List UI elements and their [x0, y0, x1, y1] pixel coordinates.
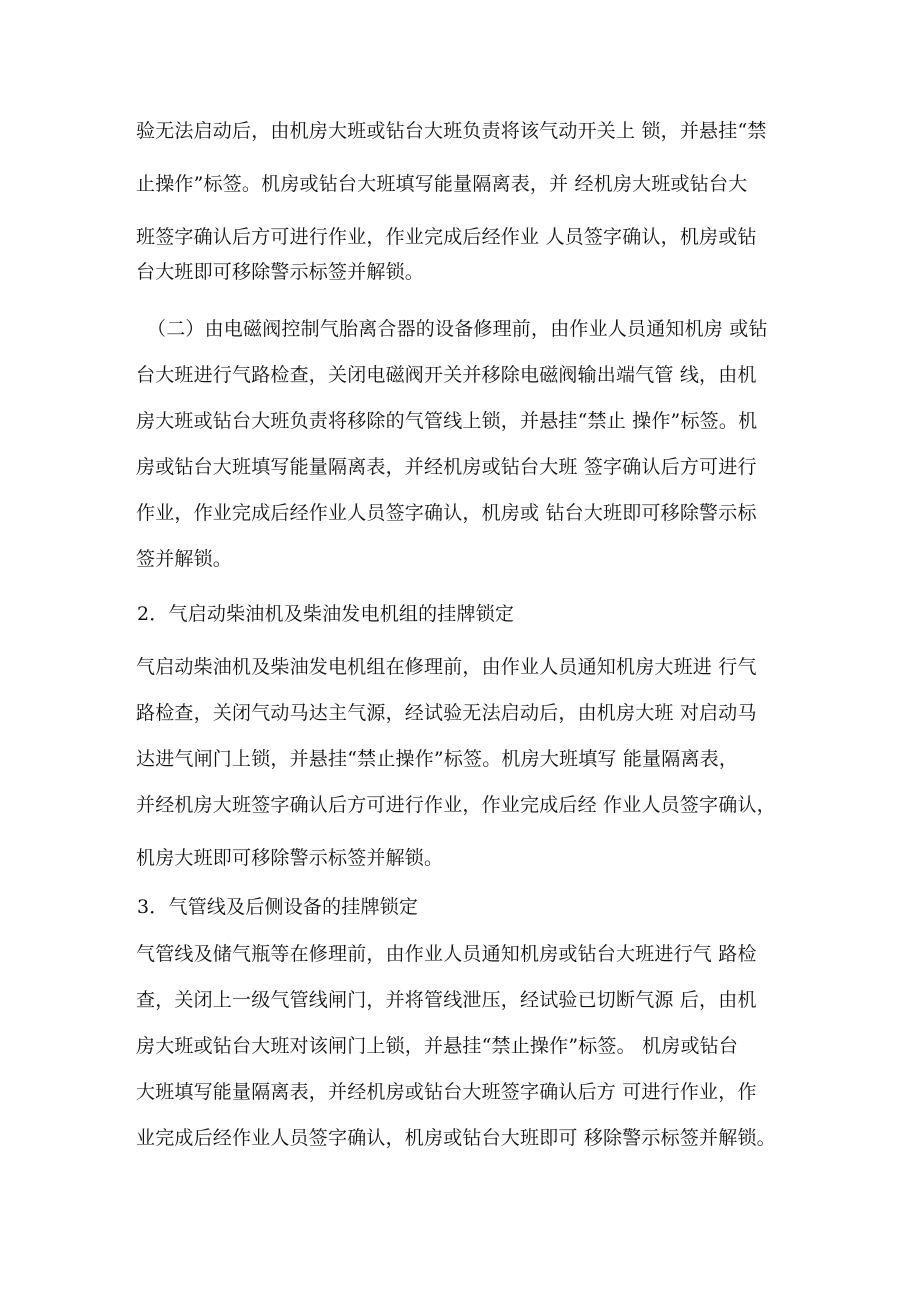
text-line: 签并解锁。: [136, 548, 233, 570]
text-line: 气启动柴油机及柴油发电机组在修理前，由作业人员通知机房大班进 行气: [136, 656, 757, 678]
text-line: 台大班进行气路检查，关闭电磁阀开关并移除电磁阀输出端气管 线，由机: [136, 364, 757, 386]
text-line: 验无法启动后，由机房大班或钻台大班负责将该气动开关上 锁，并悬挂“禁: [136, 120, 767, 142]
text-line: （二）由电磁阀控制气胎离合器的设备修理前，由作业人员通知机房 或钻: [147, 318, 768, 340]
text-line: 房大班或钻台大班负责将移除的气管线上锁，并悬挂“禁止 操作”标签。机: [136, 410, 758, 432]
text-line: 路检查，关闭气动马达主气源，经试验无法启动后，由机房大班 对启动马: [136, 702, 757, 724]
section-heading: 2．气启动柴油机及柴油发电机组的挂牌锁定: [137, 603, 515, 625]
text-line: 房大班或钻台大班对该闸门上锁，并悬挂“禁止操作”标签。 机房或钻台: [136, 1035, 739, 1057]
text-line: 大班填写能量隔离表，并经机房或钻台大班签字确认后方 可进行作业，作: [136, 1081, 757, 1103]
text-line: 查，关闭上一级气管线闸门，并将管线泄压，经试验已切断气源 后，由机: [136, 989, 757, 1011]
text-line: 作业，作业完成后经作业人员签字确认，机房或 钻台大班即可移除警示标: [136, 502, 757, 524]
text-line: 班签字确认后方可进行作业，作业完成后经作业 人员签字确认，机房或钻: [136, 226, 757, 248]
text-line: 并经机房大班签字确认后方可进行作业，作业完成后经 作业人员签字确认，: [136, 794, 776, 816]
text-line: 业完成后经作业人员签字确认，机房或钻台大班即可 移除警示标签并解锁。: [136, 1127, 776, 1149]
text-line: 机房大班即可移除警示标签并解锁。: [136, 847, 444, 869]
text-line: 达进气闸门上锁，并悬挂“禁止操作”标签。机房大班填写 能量隔离表，: [136, 748, 739, 770]
text-line: 止操作”标签。机房或钻台大班填写能量隔离表，并 经机房大班或钻台大: [136, 173, 748, 195]
text-line: 台大班即可移除警示标签并解锁。: [136, 261, 425, 283]
section-heading: 3．气管线及后侧设备的挂牌锁定: [137, 896, 419, 918]
text-line: 房或钻台大班填写能量隔离表，并经机房或钻台大班 签字确认后方可进行: [136, 456, 757, 478]
text-line: 气管线及储气瓶等在修理前，由作业人员通知机房或钻台大班进行气 路检: [136, 943, 757, 965]
